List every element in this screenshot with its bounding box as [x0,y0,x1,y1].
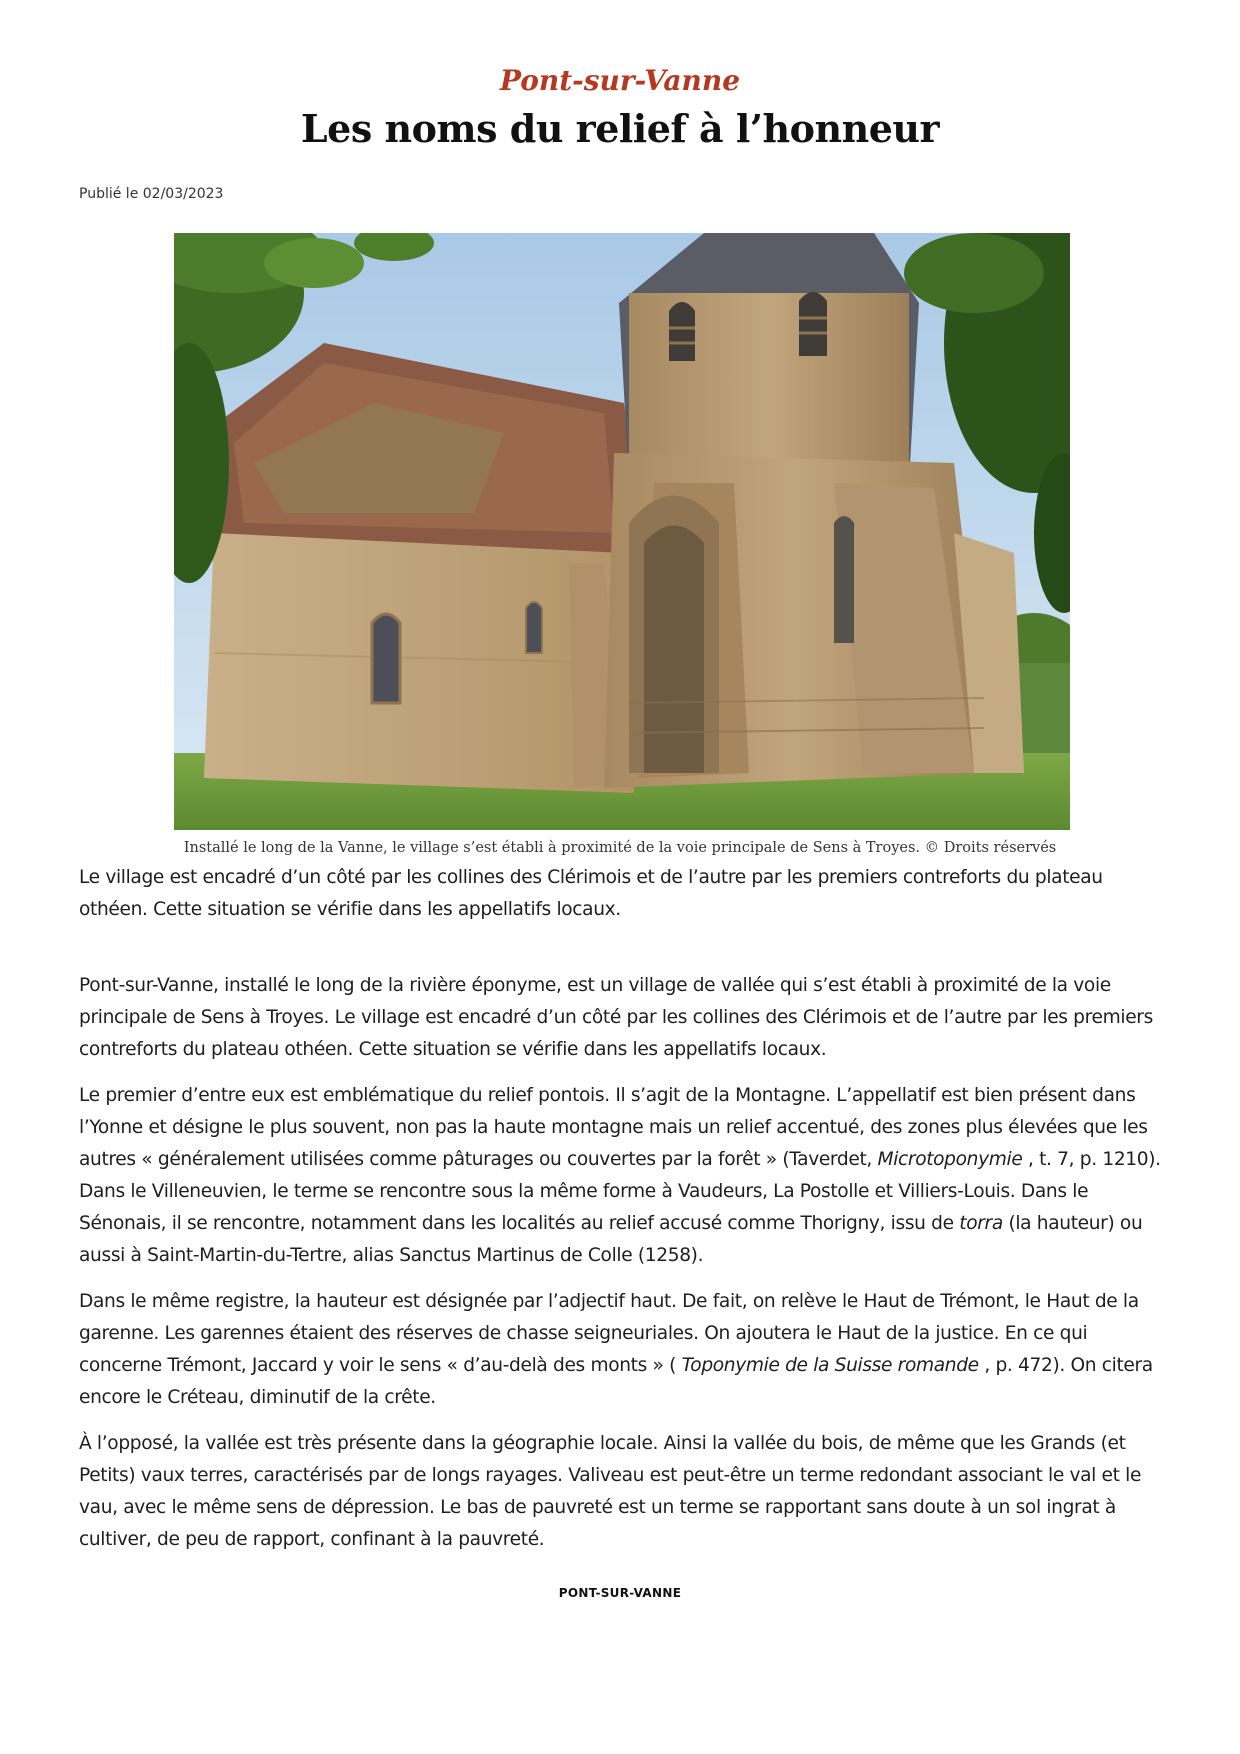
paragraph-3-part-a: Dans le même registre, la hauteur est désignée par l’adjectif haut. De fait, on relève le Haut de Trémont, le Haut de la garenne. Les garennes étaient des réserves de chasse seigneuriales. On ajoutera le Haut de la justice. En ce qui concerne Trémont, Jaccard y voir le sens « d’au-delà des monts » ( [79,1291,1139,1376]
paragraph-2-part-b: , t. 7, p. 1210). Dans le Villeneuvien, le terme se rencontre sous la même forme à Vaudeurs, La Postolle et Villiers-Louis. Dans le Sénonais, il se rencontre, notamment dans les localités au relief accusé comme Thorigny, issu de [79,1149,1161,1234]
paragraph-4: À l’opposé, la vallée est très présente dans la géographie locale. Ainsi la vallée du bois, de même que les Grands (et Petits) vaux terres, caractérisés par de longs rayages. Valiveau est peut-être un terme redondant associant le val et le vau, avec le même sens de dépression. Le bas de pauvreté est un terme se rapportant sans doute à un sol ingrat à cultiver, de peu de rapport, confinant à la pauvreté. [79,1433,1142,1550]
article-kicker: Pont-sur-Vanne [499,64,741,97]
reference-title: Microtoponymie [877,1149,1023,1170]
church-photo [174,233,1070,830]
publication-date: Publié le 02/03/2023 [79,186,224,202]
paragraph-3-part-b: , p. 472). On citera encore le Créteau, diminutif de la crête. [79,1355,1153,1408]
paragraph-2-part-a: Le premier d’entre eux est emblématique du relief pontois. Il s’agit de la Montagne. L’appellatif est bien présent dans l’Yonne et désigne le plus souvent, non pas la haute montagne mais un relief accentué, des zones plus élevées que les autres « généralement utilisées comme pâturages ou couvertes par la forêt » (Taverdet, [79,1085,1148,1170]
etymon-term: torra [959,1213,1003,1234]
article-title: Les noms du relief à l’honneur [300,106,940,151]
article-body [79,970,1161,1570]
paragraph-3 [79,1286,1161,1414]
photo-caption: Installé le long de la Vanne, le village s’est établi à proximité de la voie principale de Sens à Troyes. © Droits réservés [183,840,1057,856]
reference-title: Toponymie de la Suisse romande [681,1355,979,1376]
paragraph-2-part-c: (la hauteur) ou aussi à Saint-Martin-du-Tertre, alias Sanctus Martinus de Colle (1258). [79,1213,1143,1266]
paragraph-1: Pont-sur-Vanne, installé le long de la rivière éponyme, est un village de vallée qui s’est établi à proximité de la voie principale de Sens à Troyes. Le village est encadré d’un côté par les collines des Clérimois et de l’autre par les premiers contreforts du plateau othéen. Cette situation se vérifie dans les appellatifs locaux. [79,975,1153,1060]
article-photo [174,233,1070,830]
location-tag[interactable]: PONT-SUR-VANNE [558,1586,682,1600]
paragraph-2 [79,1080,1161,1272]
article-lead: Le village est encadré d’un côté par les collines des Clérimois et de l’autre par les premiers contreforts du plateau othéen. Cette situation se vérifie dans les appellatifs locaux. [79,867,1103,920]
